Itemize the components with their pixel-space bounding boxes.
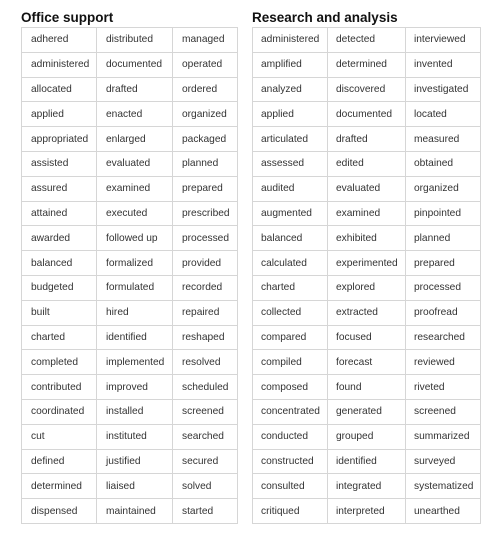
word-cell: built [22, 300, 97, 325]
table-row [253, 77, 481, 102]
word-cell: secured [173, 449, 238, 474]
word-cell: experimented [328, 251, 406, 276]
word-cell: screened [406, 399, 481, 424]
word-cell: organized [406, 176, 481, 201]
word-cell: applied [22, 102, 97, 127]
word-cell: focused [328, 325, 406, 350]
word-cell: hired [97, 300, 173, 325]
word-cell: assessed [253, 151, 328, 176]
word-cell: concentrated [253, 399, 328, 424]
table-row [253, 251, 481, 276]
word-cell: prescribed [173, 201, 238, 226]
table-row [253, 424, 481, 449]
word-cell: formulated [97, 275, 173, 300]
table-row [253, 127, 481, 152]
table-row [22, 77, 238, 102]
word-cell: appropriated [22, 127, 97, 152]
word-cell: managed [173, 28, 238, 53]
word-cell: invented [406, 52, 481, 77]
word-cell: examined [97, 176, 173, 201]
table-row [253, 226, 481, 251]
word-cell: enlarged [97, 127, 173, 152]
table-row [22, 375, 238, 400]
word-cell: measured [406, 127, 481, 152]
word-cell: edited [328, 151, 406, 176]
table-row [22, 499, 238, 524]
word-cell: resolved [173, 350, 238, 375]
word-cell: collected [253, 300, 328, 325]
office-support-heading: Office support [21, 10, 114, 25]
word-cell: scheduled [173, 375, 238, 400]
word-cell: found [328, 375, 406, 400]
word-cell: allocated [22, 77, 97, 102]
word-cell: operated [173, 52, 238, 77]
word-cell: balanced [253, 226, 328, 251]
table-row [253, 102, 481, 127]
word-cell: maintained [97, 499, 173, 524]
word-cell: installed [97, 399, 173, 424]
word-cell: reshaped [173, 325, 238, 350]
word-cell: enacted [97, 102, 173, 127]
table-row [22, 226, 238, 251]
word-cell: critiqued [253, 499, 328, 524]
table-row [22, 449, 238, 474]
word-cell: researched [406, 325, 481, 350]
word-cell: articulated [253, 127, 328, 152]
word-cell: searched [173, 424, 238, 449]
table-row [253, 300, 481, 325]
table-row [22, 474, 238, 499]
word-cell: started [173, 499, 238, 524]
word-cell: justified [97, 449, 173, 474]
word-cell: grouped [328, 424, 406, 449]
word-cell: conducted [253, 424, 328, 449]
word-cell: composed [253, 375, 328, 400]
word-cell: assured [22, 176, 97, 201]
word-cell: repaired [173, 300, 238, 325]
word-cell: identified [97, 325, 173, 350]
table-row [22, 102, 238, 127]
word-cell: riveted [406, 375, 481, 400]
word-cell: coordinated [22, 399, 97, 424]
office-support-table [21, 27, 238, 524]
word-cell: improved [97, 375, 173, 400]
table-row [22, 325, 238, 350]
word-cell: ordered [173, 77, 238, 102]
word-cell: examined [328, 201, 406, 226]
word-cell: determined [22, 474, 97, 499]
word-cell: located [406, 102, 481, 127]
word-cell: attained [22, 201, 97, 226]
word-cell: identified [328, 449, 406, 474]
word-cell: planned [406, 226, 481, 251]
word-cell: recorded [173, 275, 238, 300]
word-cell: surveyed [406, 449, 481, 474]
word-cell: planned [173, 151, 238, 176]
word-cell: investigated [406, 77, 481, 102]
word-cell: documented [97, 52, 173, 77]
word-cell: instituted [97, 424, 173, 449]
word-cell: budgeted [22, 275, 97, 300]
table-row [22, 275, 238, 300]
word-cell: interviewed [406, 28, 481, 53]
word-cell: discovered [328, 77, 406, 102]
word-cell: evaluated [328, 176, 406, 201]
table-row [253, 151, 481, 176]
word-cell: charted [253, 275, 328, 300]
word-cell: proofread [406, 300, 481, 325]
word-cell: processed [406, 275, 481, 300]
word-cell: balanced [22, 251, 97, 276]
word-cell: defined [22, 449, 97, 474]
research-analysis-heading: Research and analysis [252, 10, 398, 25]
word-cell: implemented [97, 350, 173, 375]
office-support-section [21, 8, 237, 524]
word-cell: completed [22, 350, 97, 375]
word-cell: interpreted [328, 499, 406, 524]
word-cell: provided [173, 251, 238, 276]
table-row [22, 424, 238, 449]
word-cell: prepared [173, 176, 238, 201]
word-cell: charted [22, 325, 97, 350]
table-row [253, 176, 481, 201]
word-cell: reviewed [406, 350, 481, 375]
word-cell: cut [22, 424, 97, 449]
table-row [22, 350, 238, 375]
word-cell: determined [328, 52, 406, 77]
word-cell: adhered [22, 28, 97, 53]
table-row [22, 300, 238, 325]
word-cell: systematized [406, 474, 481, 499]
table-row [253, 375, 481, 400]
word-cell: evaluated [97, 151, 173, 176]
word-cell: organized [173, 102, 238, 127]
word-cell: applied [253, 102, 328, 127]
word-cell: followed up [97, 226, 173, 251]
table-row [253, 449, 481, 474]
table-row [22, 399, 238, 424]
table-row [253, 201, 481, 226]
word-cell: explored [328, 275, 406, 300]
table-row [22, 52, 238, 77]
word-cell: amplified [253, 52, 328, 77]
word-cell: audited [253, 176, 328, 201]
table-row [253, 28, 481, 53]
word-cell: distributed [97, 28, 173, 53]
table-row [253, 52, 481, 77]
word-cell: generated [328, 399, 406, 424]
word-cell: assisted [22, 151, 97, 176]
table-row [22, 176, 238, 201]
word-cell: dispensed [22, 499, 97, 524]
table-row [253, 499, 481, 524]
table-row [253, 325, 481, 350]
table-row [253, 350, 481, 375]
word-cell: summarized [406, 424, 481, 449]
word-cell: detected [328, 28, 406, 53]
word-cell: obtained [406, 151, 481, 176]
table-row [22, 251, 238, 276]
word-cell: drafted [328, 127, 406, 152]
table-row [253, 275, 481, 300]
word-cell: pinpointed [406, 201, 481, 226]
word-cell: documented [328, 102, 406, 127]
word-cell: screened [173, 399, 238, 424]
research-analysis-table [252, 27, 481, 524]
word-cell: integrated [328, 474, 406, 499]
table-row [22, 201, 238, 226]
word-cell: executed [97, 201, 173, 226]
word-cell: consulted [253, 474, 328, 499]
word-cell: compared [253, 325, 328, 350]
word-cell: drafted [97, 77, 173, 102]
table-row [253, 474, 481, 499]
word-cell: solved [173, 474, 238, 499]
table-row [22, 151, 238, 176]
word-cell: prepared [406, 251, 481, 276]
word-cell: augmented [253, 201, 328, 226]
word-cell: exhibited [328, 226, 406, 251]
word-cell: administered [22, 52, 97, 77]
word-cell: liaised [97, 474, 173, 499]
word-cell: constructed [253, 449, 328, 474]
table-row [22, 127, 238, 152]
word-cell: contributed [22, 375, 97, 400]
word-cell: processed [173, 226, 238, 251]
word-cell: awarded [22, 226, 97, 251]
word-cell: packaged [173, 127, 238, 152]
table-row [253, 399, 481, 424]
word-cell: calculated [253, 251, 328, 276]
word-cell: formalized [97, 251, 173, 276]
word-cell: extracted [328, 300, 406, 325]
word-cell: forecast [328, 350, 406, 375]
table-row [22, 28, 238, 53]
word-cell: unearthed [406, 499, 481, 524]
word-cell: compiled [253, 350, 328, 375]
word-cell: analyzed [253, 77, 328, 102]
word-cell: administered [253, 28, 328, 53]
research-analysis-section [252, 8, 480, 524]
